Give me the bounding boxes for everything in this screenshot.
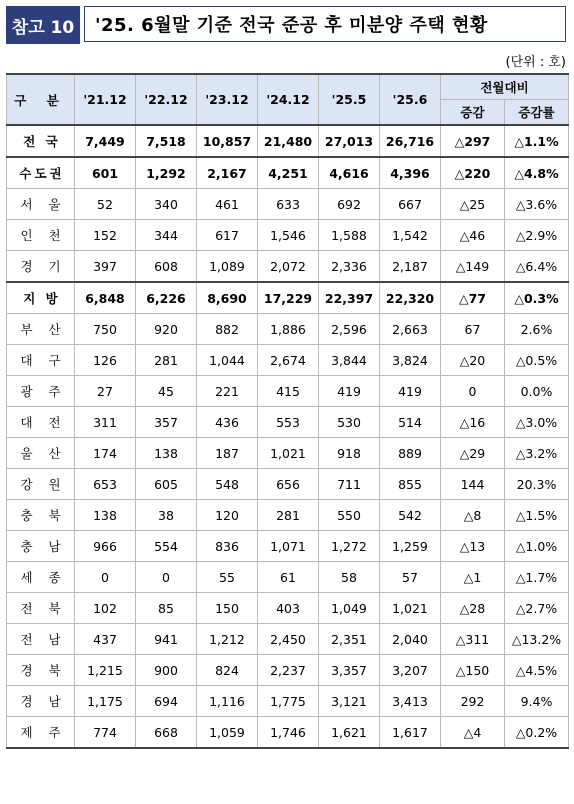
count-cell: 966 [75,531,136,562]
region-label: 충 남 [7,531,75,562]
count-cell: 461 [197,189,258,220]
table-row [7,655,569,686]
column-header-compare-group: 전월대비 [441,74,569,100]
count-cell: 221 [197,376,258,407]
count-cell: 7,518 [136,125,197,157]
header [6,6,568,44]
count-cell: 1,059 [197,717,258,749]
count-cell: 550 [319,500,380,531]
count-cell: 1,044 [197,345,258,376]
change-cell: △16 [441,407,505,438]
region-label: 광 주 [7,376,75,407]
rate-cell: △3.0% [505,407,569,438]
count-cell: 530 [319,407,380,438]
table-row [7,251,569,283]
count-cell: 85 [136,593,197,624]
column-header-rate: 증감률 [505,100,569,126]
change-cell: 144 [441,469,505,500]
table-row [7,624,569,655]
rate-cell: △0.2% [505,717,569,749]
count-cell: 1,215 [75,655,136,686]
count-cell: 357 [136,407,197,438]
table-row [7,500,569,531]
count-cell: 419 [319,376,380,407]
count-cell: 61 [258,562,319,593]
rate-cell: △4.5% [505,655,569,686]
table-row [7,717,569,749]
region-label: 전 북 [7,593,75,624]
count-cell: 22,320 [380,282,441,314]
count-cell: 824 [197,655,258,686]
change-cell: △20 [441,345,505,376]
count-cell: 281 [136,345,197,376]
table-row [7,345,569,376]
count-cell: 774 [75,717,136,749]
count-cell: 605 [136,469,197,500]
count-cell: 1,175 [75,686,136,717]
count-cell: 403 [258,593,319,624]
rate-cell: △1.1% [505,125,569,157]
count-cell: 311 [75,407,136,438]
region-label: 강 원 [7,469,75,500]
table-row [7,314,569,345]
count-cell: 656 [258,469,319,500]
table-row [7,189,569,220]
count-cell: 4,616 [319,157,380,189]
column-header-period: '25.6 [380,74,441,125]
count-cell: 1,049 [319,593,380,624]
change-cell: △150 [441,655,505,686]
count-cell: 340 [136,189,197,220]
count-cell: 17,229 [258,282,319,314]
table-row [7,282,569,314]
rate-cell: △0.5% [505,345,569,376]
table-row [7,220,569,251]
table-body [7,125,569,748]
count-cell: 920 [136,314,197,345]
table-row [7,531,569,562]
count-cell: 102 [75,593,136,624]
count-cell: 889 [380,438,441,469]
region-label: 수도권 [7,157,75,189]
change-cell: 0 [441,376,505,407]
count-cell: 437 [75,624,136,655]
rate-cell: △1.5% [505,500,569,531]
count-cell: 601 [75,157,136,189]
table-row [7,125,569,157]
count-cell: 548 [197,469,258,500]
count-cell: 52 [75,189,136,220]
count-cell: 608 [136,251,197,283]
count-cell: 150 [197,593,258,624]
rate-cell: 2.6% [505,314,569,345]
column-header-period: '23.12 [197,74,258,125]
rate-cell: △3.2% [505,438,569,469]
count-cell: 553 [258,407,319,438]
count-cell: 58 [319,562,380,593]
change-cell: △1 [441,562,505,593]
unit-label: (단위 : 호) [505,55,566,70]
count-cell: 2,167 [197,157,258,189]
change-cell: △311 [441,624,505,655]
count-cell: 1,021 [258,438,319,469]
count-cell: 120 [197,500,258,531]
count-cell: 6,848 [75,282,136,314]
rate-cell: 0.0% [505,376,569,407]
count-cell: 542 [380,500,441,531]
column-header-period: '24.12 [258,74,319,125]
count-cell: 1,775 [258,686,319,717]
rate-cell: △2.7% [505,593,569,624]
count-cell: 27,013 [319,125,380,157]
rate-cell: △2.9% [505,220,569,251]
change-cell: △8 [441,500,505,531]
change-cell: 67 [441,314,505,345]
column-header-period: '21.12 [75,74,136,125]
count-cell: 57 [380,562,441,593]
change-cell: △77 [441,282,505,314]
count-cell: 554 [136,531,197,562]
count-cell: 667 [380,189,441,220]
change-cell: △149 [441,251,505,283]
count-cell: 918 [319,438,380,469]
table-row [7,593,569,624]
count-cell: 2,237 [258,655,319,686]
change-cell: △25 [441,189,505,220]
region-label: 지 방 [7,282,75,314]
count-cell: 694 [136,686,197,717]
change-cell: △13 [441,531,505,562]
count-cell: 882 [197,314,258,345]
table-row [7,438,569,469]
count-cell: 668 [136,717,197,749]
rate-cell: △1.0% [505,531,569,562]
count-cell: 750 [75,314,136,345]
count-cell: 1,746 [258,717,319,749]
change-cell: △220 [441,157,505,189]
change-cell: △46 [441,220,505,251]
count-cell: 2,072 [258,251,319,283]
region-label: 전 국 [7,125,75,157]
table-row [7,376,569,407]
count-cell: 397 [75,251,136,283]
column-header-change: 증감 [441,100,505,126]
change-cell: △4 [441,717,505,749]
table-row [7,469,569,500]
count-cell: 152 [75,220,136,251]
count-cell: 1,542 [380,220,441,251]
count-cell: 3,824 [380,345,441,376]
count-cell: 1,886 [258,314,319,345]
region-label: 부 산 [7,314,75,345]
change-cell: △28 [441,593,505,624]
count-cell: 692 [319,189,380,220]
count-cell: 1,617 [380,717,441,749]
count-cell: 1,546 [258,220,319,251]
rate-cell: 9.4% [505,686,569,717]
change-cell: 292 [441,686,505,717]
column-header-period: '22.12 [136,74,197,125]
reference-badge: 참고 10 [6,6,80,44]
count-cell: 617 [197,220,258,251]
count-cell: 2,663 [380,314,441,345]
column-header-category: 구 분 [7,74,75,125]
count-cell: 2,336 [319,251,380,283]
change-cell: △297 [441,125,505,157]
page-title: '25. 6월말 기준 전국 준공 후 미분양 주택 현황 [84,6,566,42]
count-cell: 4,396 [380,157,441,189]
region-label: 충 북 [7,500,75,531]
count-cell: 653 [75,469,136,500]
count-cell: 2,187 [380,251,441,283]
count-cell: 344 [136,220,197,251]
count-cell: 0 [136,562,197,593]
region-label: 울 산 [7,438,75,469]
count-cell: 1,021 [380,593,441,624]
count-cell: 1,292 [136,157,197,189]
count-cell: 2,351 [319,624,380,655]
region-label: 대 전 [7,407,75,438]
count-cell: 1,259 [380,531,441,562]
count-cell: 55 [197,562,258,593]
count-cell: 900 [136,655,197,686]
region-label: 경 남 [7,686,75,717]
count-cell: 2,674 [258,345,319,376]
table-row [7,157,569,189]
count-cell: 174 [75,438,136,469]
count-cell: 1,116 [197,686,258,717]
region-label: 대 구 [7,345,75,376]
column-header-period: '25.5 [319,74,380,125]
count-cell: 1,212 [197,624,258,655]
count-cell: 3,844 [319,345,380,376]
count-cell: 187 [197,438,258,469]
count-cell: 45 [136,376,197,407]
count-cell: 836 [197,531,258,562]
rate-cell: △3.6% [505,189,569,220]
count-cell: 3,121 [319,686,380,717]
change-cell: △29 [441,438,505,469]
count-cell: 2,040 [380,624,441,655]
table-row [7,407,569,438]
count-cell: 1,272 [319,531,380,562]
count-cell: 7,449 [75,125,136,157]
rate-cell: △6.4% [505,251,569,283]
rate-cell: △4.8% [505,157,569,189]
count-cell: 1,089 [197,251,258,283]
region-label: 인 천 [7,220,75,251]
count-cell: 633 [258,189,319,220]
count-cell: 2,450 [258,624,319,655]
count-cell: 38 [136,500,197,531]
region-label: 경 북 [7,655,75,686]
count-cell: 855 [380,469,441,500]
count-cell: 138 [75,500,136,531]
count-cell: 8,690 [197,282,258,314]
table-row [7,686,569,717]
region-label: 경 기 [7,251,75,283]
region-label: 서 울 [7,189,75,220]
count-cell: 415 [258,376,319,407]
count-cell: 22,397 [319,282,380,314]
count-cell: 1,588 [319,220,380,251]
count-cell: 711 [319,469,380,500]
count-cell: 1,071 [258,531,319,562]
count-cell: 0 [75,562,136,593]
count-cell: 514 [380,407,441,438]
count-cell: 1,621 [319,717,380,749]
count-cell: 2,596 [319,314,380,345]
count-cell: 10,857 [197,125,258,157]
region-label: 제 주 [7,717,75,749]
rate-cell: △1.7% [505,562,569,593]
count-cell: 3,357 [319,655,380,686]
count-cell: 21,480 [258,125,319,157]
unsold-housing-table [6,73,569,749]
rate-cell: 20.3% [505,469,569,500]
count-cell: 138 [136,438,197,469]
region-label: 전 남 [7,624,75,655]
count-cell: 281 [258,500,319,531]
count-cell: 6,226 [136,282,197,314]
region-label: 세 종 [7,562,75,593]
count-cell: 3,413 [380,686,441,717]
count-cell: 4,251 [258,157,319,189]
rate-cell: △0.3% [505,282,569,314]
count-cell: 27 [75,376,136,407]
rate-cell: △13.2% [505,624,569,655]
table-row [7,562,569,593]
count-cell: 419 [380,376,441,407]
count-cell: 941 [136,624,197,655]
count-cell: 26,716 [380,125,441,157]
count-cell: 126 [75,345,136,376]
count-cell: 436 [197,407,258,438]
count-cell: 3,207 [380,655,441,686]
